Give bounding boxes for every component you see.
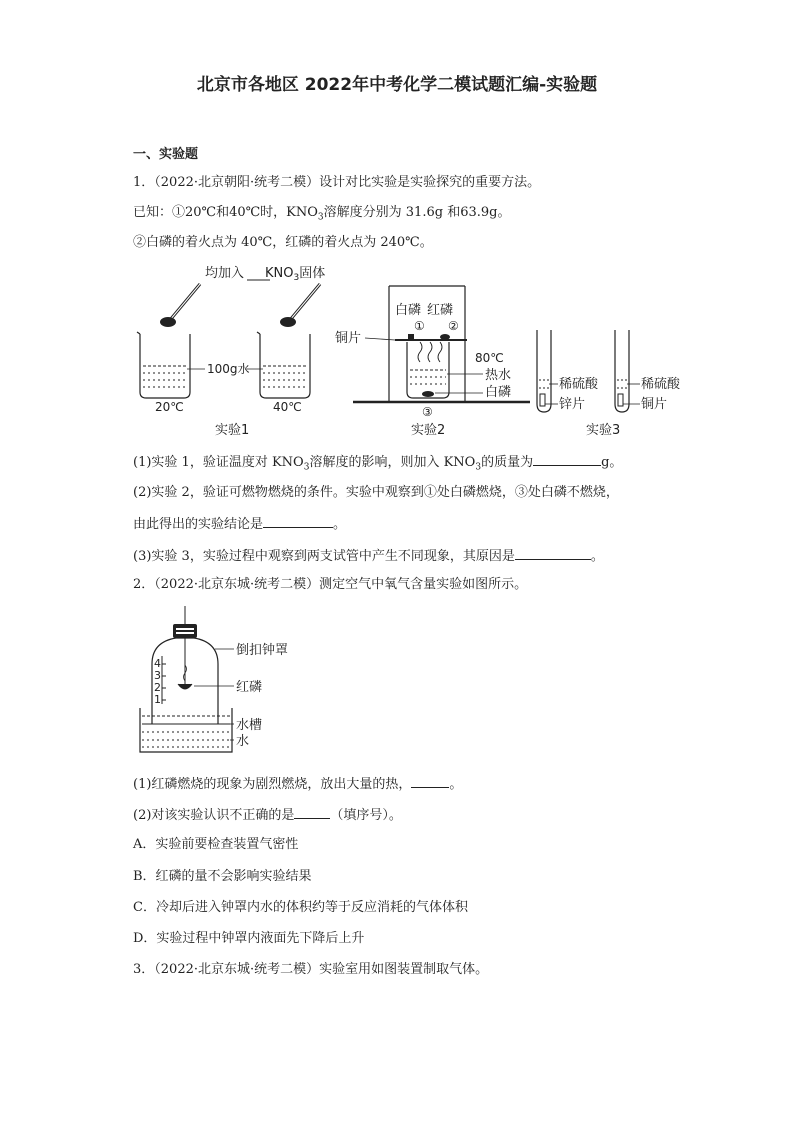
q3-stem: 3．（2022·北京东城·统考二模）实验室用如图装置制取气体。	[133, 962, 489, 977]
test-tube-icon	[615, 330, 629, 412]
scale-mark: 4	[154, 657, 161, 670]
page-title: 北京市各地区 2022年中考化学二模试题汇编-实验题	[196, 75, 598, 95]
q2-sub-2-suffix: （填序号）。	[330, 808, 402, 823]
q2-experiment-figure	[130, 604, 310, 760]
q1-known-1	[133, 204, 510, 227]
q2-sub-2	[133, 805, 402, 825]
q1-sub-2-line-1: (2)实验 2，验证可燃物燃烧的条件。实验中观察到①处白磷燃烧，③处白磷不燃烧，	[133, 485, 619, 500]
q2-red-p-label: 红磷	[236, 680, 263, 695]
q2-trough-label: 水槽	[236, 718, 263, 733]
q1-sub-1-unit: g。	[601, 455, 623, 470]
exp2-mark-1: ①	[414, 319, 425, 333]
exp1-water-label: 100g水	[207, 362, 250, 376]
q2-option-c: C．冷却后进入钟罩内水的体积约等于反应消耗的气体体积	[133, 900, 468, 915]
section-heading: 一、实验题	[133, 147, 199, 162]
q1-experiment-figure	[125, 262, 695, 442]
q1-sub-1-prefix: (1)实验 1，验证温度对 KNO	[133, 455, 304, 470]
exp1-caption: 实验1	[215, 423, 250, 438]
q2-option-b: B．红磷的量不会影响实验结果	[133, 869, 312, 884]
exp2-temp: 80℃	[475, 351, 504, 365]
q2-stem: 2．（2022·北京东城·统考二模）测定空气中氧气含量实验如图所示。	[133, 577, 528, 592]
q2-sub-2-prefix: (2)对该实验认识不正确的是	[133, 808, 295, 823]
answer-blank[interactable]	[515, 546, 591, 560]
exp3-acid-2: 稀硫酸	[641, 377, 681, 392]
answer-blank[interactable]	[533, 452, 601, 466]
q1-sub-3-suffix: 。	[590, 549, 604, 564]
exp2-caption: 实验2	[411, 423, 446, 438]
exp3-caption: 实验3	[586, 423, 621, 438]
exp1-temp-left: 20℃	[155, 400, 184, 414]
q2-option-d: D．实验过程中钟罩内液面先下降后上升	[133, 931, 365, 946]
exp3-acid-1: 稀硫酸	[559, 377, 599, 392]
q1-sub-2-prefix: 由此得出的实验结论是	[133, 517, 264, 532]
spoon-icon	[280, 284, 320, 327]
q2-sub-1	[133, 774, 462, 794]
q1-sub-1-sub: 3	[303, 462, 310, 473]
q2-water-label: 水	[236, 734, 250, 749]
answer-blank[interactable]	[411, 774, 449, 788]
scale-mark: 3	[154, 669, 161, 682]
exp3-copper: 铜片	[641, 397, 668, 412]
exp2-white-p-bottom: 白磷	[485, 385, 512, 400]
answer-blank[interactable]	[263, 514, 333, 528]
exp1-temp-right: 40℃	[273, 400, 302, 414]
exp2-white-p: 白磷	[395, 303, 422, 318]
q1-sub-1	[133, 452, 622, 477]
q1-sub-2-suffix: 。	[333, 517, 347, 532]
scale-mark: 2	[154, 681, 161, 694]
exp2-red-p: 红磷	[427, 303, 454, 318]
exp2-mark-2: ②	[448, 319, 459, 333]
q1-known-1-suffix: 溶解度分别为 31.6g 和63.9g。	[323, 205, 511, 220]
q1-known-2: ②白磷的着火点为 40℃，红磷的着火点为 240℃。	[133, 235, 433, 250]
test-tube-icon	[537, 330, 551, 412]
exp2-copper-label: 铜片	[335, 331, 362, 346]
exp3-zinc: 锌片	[559, 397, 586, 412]
q1-stem: 1．（2022·北京朝阳·统考二模）设计对比实验是实验探究的重要方法。	[133, 175, 541, 190]
q1-sub-1-mid: 溶解度的影响，则加入 KNO	[309, 455, 476, 470]
q2-bell-jar-label: 倒扣钟罩	[236, 643, 289, 658]
q2-sub-1-prefix: (1)红磷燃烧的现象为剧烈燃烧，放出大量的热，	[133, 777, 412, 792]
answer-blank[interactable]	[294, 805, 330, 819]
q2-sub-1-suffix: 。	[449, 777, 463, 792]
q1-sub-1-sub2: 3	[475, 462, 482, 473]
q1-sub-3	[133, 546, 604, 566]
bell-jar-icon	[152, 606, 218, 724]
q1-sub-1-suffix: 的质量为	[481, 455, 534, 470]
q1-sub-2-line-2	[133, 514, 346, 534]
exp2-mark-3: ③	[422, 405, 433, 419]
exp1-top-label-b: $KNO_3$固体	[265, 266, 326, 283]
exp2-hot-water: 热水	[485, 368, 512, 383]
q1-known-1-prefix: 已知：①20℃和40℃时，KNO	[133, 205, 318, 220]
q2-option-a: A．实验前要检查装置气密性	[133, 837, 299, 852]
beaker-icon	[257, 332, 310, 398]
q1-known-1-sub: 3	[317, 212, 324, 223]
beaker-icon	[137, 332, 190, 398]
scale-mark: 1	[154, 693, 161, 706]
q1-sub-3-prefix: (3)实验 3，实验过程中观察到两支试管中产生不同现象，其原因是	[133, 549, 515, 564]
spoon-icon	[160, 284, 200, 327]
exp1-top-label-a: 均加入	[205, 266, 245, 281]
